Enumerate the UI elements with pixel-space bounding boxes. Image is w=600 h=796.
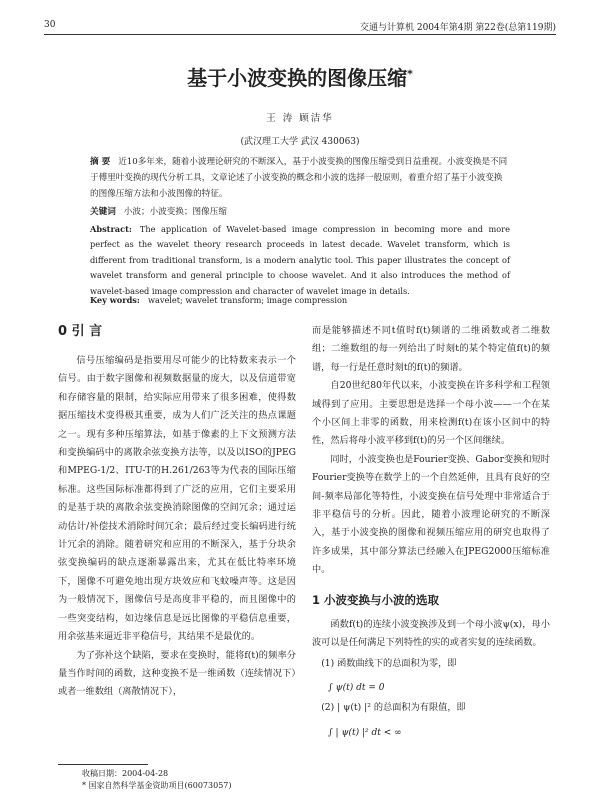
abstract-en-label: Abstract: bbox=[90, 224, 132, 234]
footnote-rule bbox=[58, 764, 148, 765]
condition-2: (2) | ψ(t) |² 的总面积为有限值，即 bbox=[321, 702, 466, 714]
formula-1: ∫ ψ(t) dt = 0 bbox=[328, 682, 385, 693]
affiliation: (武汉理工大学 武汉 430063) bbox=[240, 137, 360, 147]
abstract-en bbox=[90, 222, 510, 299]
abstract-cn-label: 摘 要 bbox=[90, 157, 111, 167]
keywords-en-label: Key words: bbox=[90, 295, 140, 305]
keywords-cn-label: 关键词 bbox=[90, 207, 116, 217]
keywords-en-text: wavelet; wavelet transform; image compression bbox=[147, 295, 348, 305]
authors: 王 涛 顾洁华 bbox=[266, 113, 334, 124]
formula-2: ∫ | ψ(t) |² dt < ∞ bbox=[328, 727, 402, 738]
section-heading-1: 1 小波变换与小波的选取 bbox=[312, 592, 440, 607]
title-text: 基于小波变换的图像压缩 bbox=[187, 66, 408, 90]
running-header bbox=[44, 18, 556, 35]
section-heading-intro: 0 引 言 bbox=[58, 324, 103, 339]
abstract-en-text: The application of Wavelet-based image compression in becoming more and more perfect as the wavelet theory research proceeds in latest decade. Wavelet transform, which is different from traditional transform, is a modern analytic tool. This paper illustrates the concept of wavelet transform and general principle to choose wavelet. And it also introduces the method of wavelet-based image compression and character of wavelet image in details. bbox=[90, 224, 510, 296]
page-number: 30 bbox=[44, 20, 56, 30]
right-paragraph-1: 而是能够描述不同t值时f(t)频谱的二维函数或者二维数组；二维数组的每一列给出了时刻t的某个特定值f(t)的频谱，每一行是任意时刻t的f(t)的频谱。 bbox=[312, 325, 550, 373]
condition-1: (1) 函数曲线下的总面积为零，即 bbox=[321, 657, 457, 669]
abstract-cn-text: 近10多年来，随着小波理论研究的不断深入，基于小波变换的图像压缩受到日益重视。小波变换是不同于傅里叶变换的现代分析工具，文章论述了小波变换的概念和小波的选择一般原则，着重介绍了基于小波变换的图像压缩方法和小波图像的特征。 bbox=[90, 157, 508, 199]
left-column bbox=[58, 316, 296, 702]
journal-info: 交通与计算机 2004年第4期 第22卷(总第119期) bbox=[359, 23, 556, 33]
keywords-en bbox=[90, 292, 510, 308]
footnote-fund: * 国家自然科学基金资助项目(60073057) bbox=[82, 781, 232, 790]
keywords-cn bbox=[90, 204, 510, 220]
intro-paragraph-1: 信号压缩编码是指要用尽可能少的比特数来表示一个信号。由于数字图像和视频数据量的庞大，以及信道带宽和存储容量的限制，给实际应用带来了很多困难，使得数据压缩技术变得极其重要，成为人们广泛关注的热点课题之一。现有多种压缩算法，如基于像素的上下文预测方法和变换编码中的离散余弦变换方法等，以及以ISO的JPEG和MPEG-1/2、ITU-T的H.261/263等为代表的国际压缩标准。这些国际标准都得到了广泛的应用，它们主要采用的是基于块的离散余弦变换消除图像的空间冗余；通过运动估计/补偿技术消除时间冗余；最后经过变长编码进行统计冗余的消除。随着研究和应用的不断深入，基于分块余弦变换编码的缺点逐渐暴露出来，尤其在低比特率环境下，图像不可避免地出现方块效应和飞蚊噪声等。这是因为一般情况下，图像信号是高度非平稳的，而且图像中的一些突变结构，如边缘信息是远比图像的平稳信息重要，用余弦基来逼近非平稳信号，其结果不是最优的。 bbox=[58, 355, 296, 643]
right-paragraph-2: 自20世纪80年代以来，小波变换在许多科学和工程领域得到了应用。主要思想是选择一个母小波——一个在某个小区间上非零的函数，用来检测f(t)在该小区间中的特性，然后将母小波平移到f(t)的另一个区间继续。 bbox=[312, 380, 550, 447]
intro-paragraph-2: 为了弥补这个缺陷，要求在变换时，能将f(t)的频率分量当作时间的函数，这种变换不是一维函数（连续情况下）或者一维数组（离散情况下）， bbox=[58, 649, 296, 698]
footnote-received: 收稿日期：2004-04-28 bbox=[82, 769, 169, 778]
paper-title bbox=[0, 62, 600, 91]
abstract-cn bbox=[90, 154, 510, 202]
right-column bbox=[312, 322, 550, 742]
title-footnote-mark: * bbox=[407, 67, 413, 81]
right-paragraph-3: 同时，小波变换也是Fourier变换、Gabor变换和短时Fourier变换等在数学上的一个自然延伸，且具有良好的空间-频率局部化等特性，小波变换在信号处理中非常适合于非平稳信号的分析。因此，随着小波理论研究的不断深入，基于小波变换的图像和视频压缩应用的研究也取得了许多成果，其中部分算法已经融入在JPEG2000压缩标准中。 bbox=[312, 453, 550, 576]
section-1-paragraph: 函数f(t)的连续小波变换涉及到一个母小波ψ(x)，母小波可以是任何满足下列特性的实的或者实复的连续函数。 bbox=[312, 618, 550, 649]
keywords-cn-text: 小波；小波变换；图像压缩 bbox=[123, 207, 227, 217]
